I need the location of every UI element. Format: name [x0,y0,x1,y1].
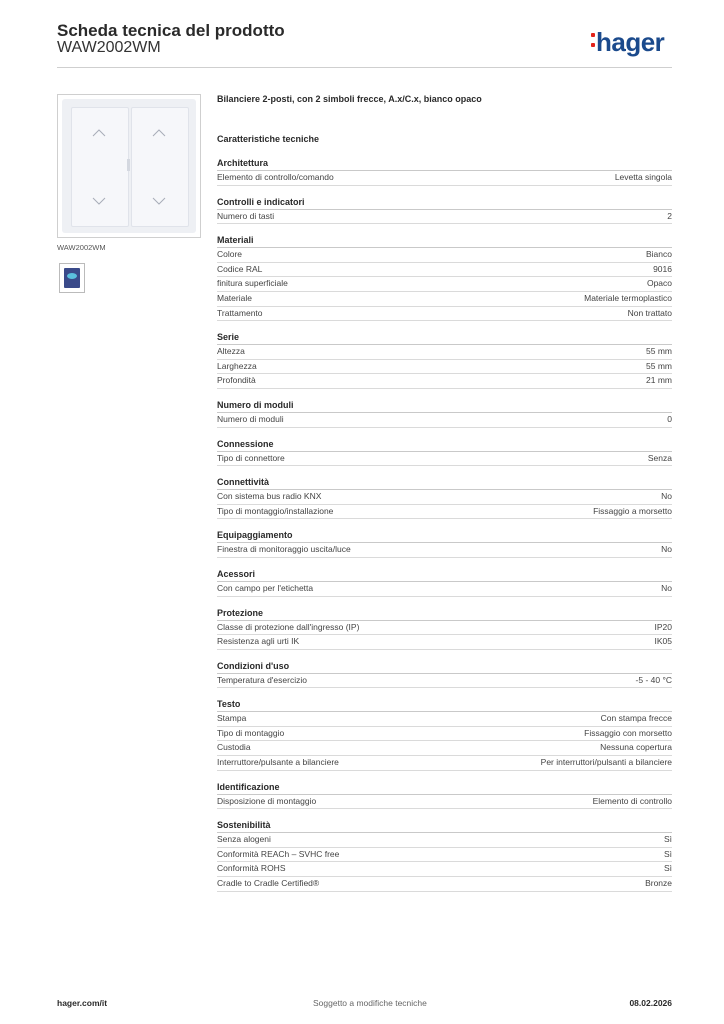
spec-section [217,528,672,558]
spec-row [217,248,672,263]
spec-label: Classe di protezione dall'ingresso (IP) [217,621,360,632]
spec-label: Cradle to Cradle Certified® [217,878,320,889]
spec-label: Resistenza agli urti IK [217,636,300,647]
switch-plate [62,99,196,233]
spec-sheet [217,94,672,901]
spec-value: No [661,582,672,593]
section-title: Controlli e indicatori [217,195,672,210]
spec-label: Senza alogeni [217,834,271,845]
spec-section [217,606,672,650]
hager-logo [591,27,664,58]
section-title: Condizioni d'uso [217,659,672,674]
spec-value: No [661,491,672,502]
section-title: Materiali [217,233,672,248]
spec-label: Tipo di montaggio/installazione [217,505,334,516]
tech-specs-heading: Caratteristiche tecniche [217,134,320,144]
spec-label: Profondità [217,375,256,386]
page-title: Scheda tecnica del prodotto [57,21,285,40]
image-caption: WAW2002WM [57,243,106,252]
spec-row [217,543,672,558]
spec-value: Fissaggio a morsetto [593,505,672,516]
spec-label: Con sistema bus radio KNX [217,491,322,502]
spec-section [217,330,672,389]
spec-section [217,233,672,321]
spec-row [217,413,672,428]
logo-dots-icon [591,27,595,50]
section-title: Serie [217,330,672,345]
spec-value: Sì [663,848,672,859]
spec-label: Codice RAL [217,263,263,274]
spec-row [217,374,672,389]
spec-value: 55 mm [646,346,672,357]
rocker-divider [127,159,130,171]
spec-section [217,567,672,597]
section-title: Testo [217,697,672,712]
section-title: Numero di moduli [217,398,672,413]
spec-value: 9016 [653,263,672,274]
spec-label: Finestra di monitoraggio uscita/luce [217,544,351,555]
spec-row [217,635,672,650]
spec-row [217,712,672,727]
spec-row [217,210,672,225]
spec-value: 0 [667,413,672,424]
spec-value: Sì [663,863,672,874]
spec-row [217,452,672,467]
header-divider [57,67,672,68]
spec-value: Fissaggio con morsetto [584,727,672,738]
spec-value: No [661,544,672,555]
right-rocker [131,107,189,227]
section-title: Identificazione [217,780,672,795]
spec-row [217,277,672,292]
spec-section [217,697,672,770]
section-title: Connettività [217,475,672,490]
spec-section [217,195,672,225]
spec-value: Non trattato [627,307,672,318]
section-title: Protezione [217,606,672,621]
spec-label: Interruttore/pulsante a bilanciere [217,757,339,768]
spec-value: -5 - 40 °C [635,674,672,685]
spec-row [217,307,672,322]
spec-row [217,727,672,742]
spec-section [217,475,672,519]
spec-value: Levetta singola [614,172,672,182]
spec-label: Larghezza [217,360,257,371]
spec-value: 55 mm [646,360,672,371]
spec-row [217,674,672,689]
spec-row [217,360,672,375]
spec-value: Bianco [646,249,672,260]
section-title: Architettura [217,156,672,171]
spec-value: Materiale termoplastico [584,292,672,303]
spec-row [217,833,672,848]
spec-label: Colore [217,249,243,260]
arrow-up-icon [152,126,166,140]
left-rocker [71,107,129,227]
product-code: WAW2002WM [57,39,161,56]
section-title: Acessori [217,567,672,582]
spec-value: Senza [647,452,672,463]
spec-label: Con campo per l'etichetta [217,582,314,593]
logo-text: hager [596,27,665,57]
spec-row [217,795,672,810]
spec-value: Sì [663,834,672,845]
spec-label: Custodia [217,742,251,753]
spec-label: Tipo di connettore [217,452,285,463]
spec-label: finitura superficiale [217,278,288,289]
section-title: Sostenibilità [217,818,672,833]
spec-value: 21 mm [646,375,672,386]
spec-label: Tipo di montaggio [217,727,285,738]
spec-label: Conformità REACh – SVHC free [217,848,340,859]
spec-label: Numero di moduli [217,413,284,424]
spec-row [217,292,672,307]
spec-row [217,848,672,863]
spec-label: Trattamento [217,307,263,318]
spec-value: IK05 [654,636,672,647]
spec-section [217,437,672,467]
footer-date: 08.02.2026 [629,998,672,1008]
spec-value: Per interruttori/pulsanti a bilanciere [540,757,672,768]
section-title: Equipaggiamento [217,528,672,543]
spec-value: Nessuna copertura [600,742,672,753]
arrow-up-icon [92,126,106,140]
spec-section [217,780,672,810]
footer-website-link[interactable]: hager.com/it [57,998,108,1008]
spec-value: Elemento di controllo [592,795,672,806]
spec-label: Altezza [217,346,245,357]
spec-value: IP20 [654,621,672,632]
spec-row [217,505,672,520]
certification-badge-icon [59,263,85,293]
spec-label: Numero di tasti [217,210,275,221]
spec-value: Opaco [646,278,672,289]
spec-row [217,263,672,278]
spec-row [217,582,672,597]
spec-row [217,621,672,636]
spec-row [217,877,672,892]
spec-label: Conformità ROHS [217,863,286,874]
spec-value: Bronze [645,878,672,889]
spec-label: Materiale [217,292,252,303]
spec-value: Con stampa frecce [600,713,672,724]
spec-row [217,741,672,756]
spec-label: Stampa [217,713,247,724]
arrow-down-icon [152,194,166,208]
spec-label: Temperatura d'esercizio [217,674,307,685]
spec-label: Elemento di controllo/comando [217,172,334,182]
spec-section [217,818,672,891]
footer-note: Soggetto a modifiche tecniche [313,998,427,1008]
product-description: Bilanciere 2-posti, con 2 simboli frecce, A.x/C.x, bianco opaco [217,94,482,104]
spec-label: Disposizione di montaggio [217,795,317,806]
spec-section [217,398,672,428]
section-title: Connessione [217,437,672,452]
spec-value: 2 [667,210,672,221]
spec-row [217,171,672,186]
spec-row [217,490,672,505]
spec-row [217,862,672,877]
spec-section [217,659,672,689]
arrow-down-icon [92,194,106,208]
spec-row [217,345,672,360]
product-image [57,94,201,238]
spec-sections [217,156,672,892]
spec-section [217,156,672,186]
spec-row [217,756,672,771]
